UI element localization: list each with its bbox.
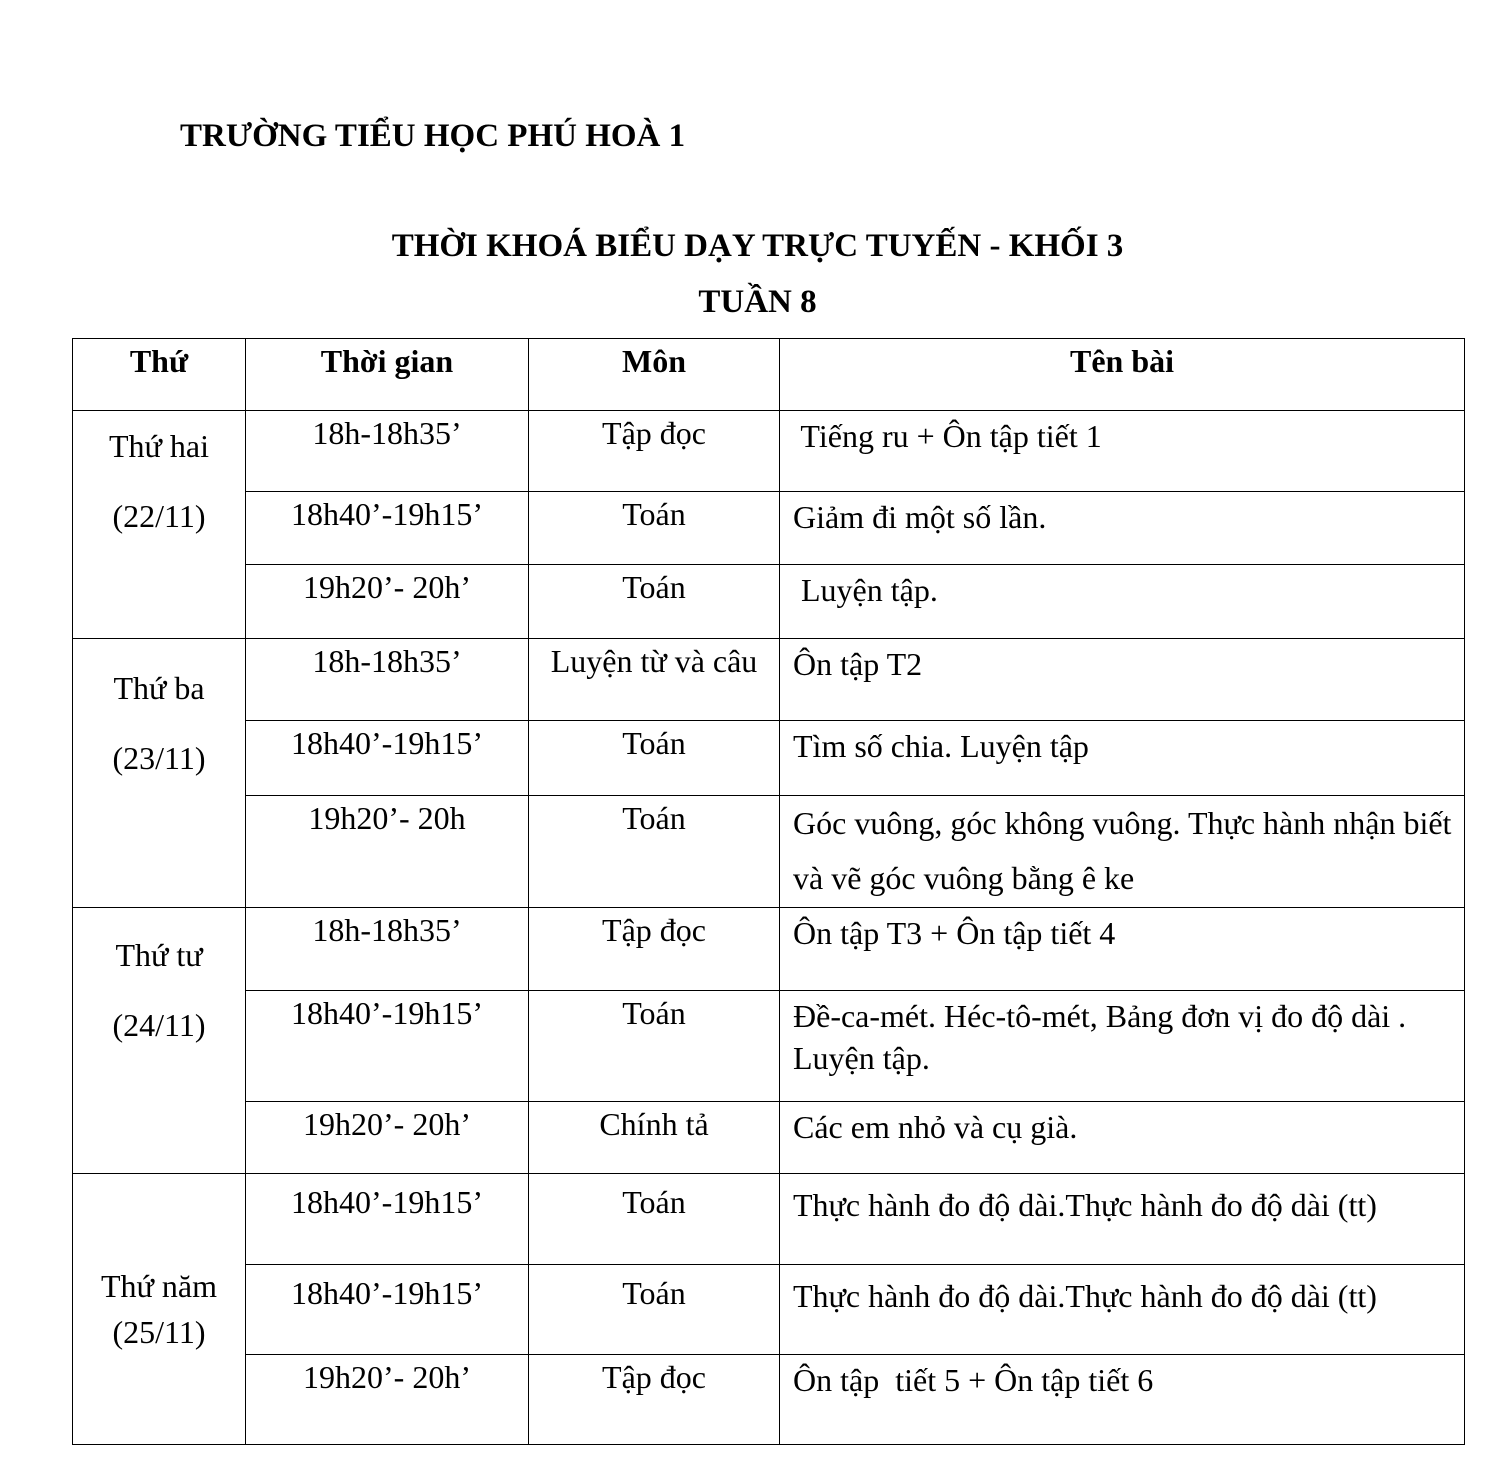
day-date: (23/11) [112, 740, 206, 776]
schedule-table [72, 338, 1465, 1445]
time-cell: 19h20’- 20h’ [246, 1102, 529, 1174]
subject-cell: Toán [529, 565, 780, 639]
table-row [73, 565, 1465, 639]
day-name: Thứ ba [113, 670, 205, 706]
time-cell: 18h40’-19h15’ [246, 991, 529, 1102]
header-day: Thứ [73, 339, 246, 411]
schedule-title: THỜI KHOÁ BIỂU DẠY TRỰC TUYẾN - KHỐI 3 [391, 228, 1124, 264]
lesson-cell: Luyện tập. [780, 565, 1465, 639]
table-row [73, 1265, 1465, 1355]
day-date: (22/11) [112, 498, 206, 534]
lesson-cell: Giảm đi một số lần. [780, 492, 1465, 565]
table-row [73, 908, 1465, 991]
lesson-cell: Góc vuông, góc không vuông. Thực hành nhận biết và vẽ góc vuông bằng ê ke [780, 796, 1465, 908]
lesson-cell: Thực hành đo độ dài.Thực hành đo độ dài (tt) [780, 1265, 1465, 1355]
table-row [73, 411, 1465, 492]
header-subject: Môn [529, 339, 780, 411]
table-row [73, 639, 1465, 721]
day-name: Thứ hai [109, 428, 209, 464]
day-cell-thursday [73, 1174, 246, 1445]
day-name: Thứ tư [115, 937, 203, 973]
subject-cell: Toán [529, 1174, 780, 1265]
table-row [73, 721, 1465, 796]
lesson-cell: Thực hành đo độ dài.Thực hành đo độ dài (tt) [780, 1174, 1465, 1265]
subject-cell: Toán [529, 991, 780, 1102]
table-row [73, 991, 1465, 1102]
school-name: TRƯỜNG TIỂU HỌC PHÚ HOÀ 1 [180, 118, 686, 154]
subject-cell: Luyện từ và câu [529, 639, 780, 721]
subject-cell: Tập đọc [529, 1355, 780, 1445]
subject-cell: Chính tả [529, 1102, 780, 1174]
subject-cell: Toán [529, 796, 780, 908]
table-row [73, 1102, 1465, 1174]
time-cell: 19h20’- 20h’ [246, 1355, 529, 1445]
lesson-cell: Tiếng ru + Ôn tập tiết 1 [780, 411, 1465, 492]
time-cell: 18h-18h35’ [246, 908, 529, 991]
time-cell: 19h20’- 20h’ [246, 565, 529, 639]
lesson-cell: Ôn tập T2 [780, 639, 1465, 721]
day-name: Thứ năm [101, 1268, 217, 1304]
lesson-cell: Tìm số chia. Luyện tập [780, 721, 1465, 796]
header-time: Thời gian [246, 339, 529, 411]
subject-cell: Toán [529, 721, 780, 796]
week-label: TUẦN 8 [698, 284, 817, 320]
lesson-cell: Đề-ca-mét. Héc-tô-mét, Bảng đơn vị đo độ dài . Luyện tập. [780, 991, 1465, 1102]
time-cell: 18h40’-19h15’ [246, 1174, 529, 1265]
day-date: (24/11) [112, 1007, 206, 1043]
time-cell: 19h20’- 20h [246, 796, 529, 908]
lesson-cell: Ôn tập tiết 5 + Ôn tập tiết 6 [780, 1355, 1465, 1445]
table-row [73, 1355, 1465, 1445]
table-row [73, 1174, 1465, 1265]
time-cell: 18h-18h35’ [246, 411, 529, 492]
day-cell-monday [73, 411, 246, 639]
subject-cell: Toán [529, 1265, 780, 1355]
table-row [73, 492, 1465, 565]
header-lesson: Tên bài [780, 339, 1465, 411]
time-cell: 18h40’-19h15’ [246, 1265, 529, 1355]
subject-cell: Tập đọc [529, 411, 780, 492]
table-header-row [73, 339, 1465, 411]
day-date: (25/11) [112, 1314, 206, 1350]
lesson-cell: Ôn tập T3 + Ôn tập tiết 4 [780, 908, 1465, 991]
subject-cell: Toán [529, 492, 780, 565]
time-cell: 18h40’-19h15’ [246, 492, 529, 565]
day-cell-tuesday [73, 639, 246, 908]
time-cell: 18h-18h35’ [246, 639, 529, 721]
lesson-cell: Các em nhỏ và cụ già. [780, 1102, 1465, 1174]
day-cell-wednesday [73, 908, 246, 1174]
table-row [73, 796, 1465, 908]
time-cell: 18h40’-19h15’ [246, 721, 529, 796]
subject-cell: Tập đọc [529, 908, 780, 991]
